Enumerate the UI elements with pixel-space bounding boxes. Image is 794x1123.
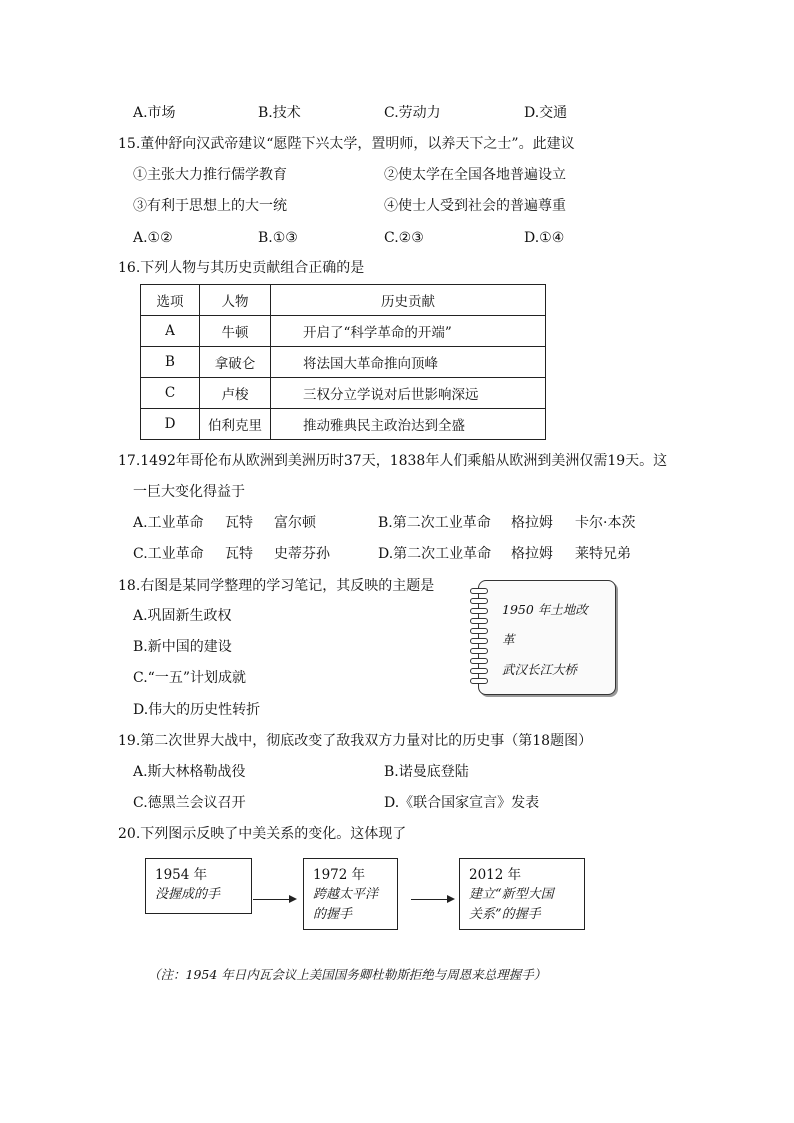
- cell-contribution: 开启了“科学革命的开端”: [271, 316, 546, 347]
- q19-option-a: A.斯大林格勒战役: [133, 764, 246, 780]
- q20-box-2012: [459, 858, 585, 930]
- notebook-line-2: 革: [502, 632, 515, 647]
- q14-option-a: A.市场: [133, 105, 176, 121]
- q18-stem: 18.右图是某同学整理的学习笔记，其反映的主题是: [118, 578, 435, 594]
- q17-option-b-inventor2: 卡尔·本茨: [575, 515, 636, 531]
- notebook-ring: [470, 678, 488, 684]
- box-year: 1972 年: [313, 867, 366, 883]
- cell-contribution: 推动雅典民主政治达到全盛: [271, 409, 546, 440]
- q17-option-c-inventor: 瓦特: [225, 546, 253, 562]
- q19-option-c: C.德黑兰会议召开: [133, 795, 246, 811]
- q19-option-d: D.《联合国家宣言》发表: [384, 795, 540, 811]
- q15-option-d: D.①④: [524, 230, 565, 246]
- q17-option-c-label: C.工业革命: [133, 546, 204, 562]
- q15-statement-4: ④使士人受到社会的普遍尊重: [384, 198, 566, 214]
- table-row: [141, 409, 546, 440]
- q18-notebook-figure: [470, 580, 616, 695]
- table-row: [141, 347, 546, 378]
- q17-option-d-inventor2: 莱特兄弟: [575, 546, 631, 562]
- notebook-ring: [470, 658, 488, 664]
- notebook-ring: [470, 668, 488, 674]
- q17-option-b-label: B.第二次工业革命: [378, 515, 491, 531]
- cell-option: D: [141, 409, 200, 440]
- notebook-ring: [470, 628, 488, 634]
- arrow-right-icon: [411, 899, 453, 900]
- q18-option-a: A.巩固新生政权: [133, 608, 232, 624]
- table-row: [141, 378, 546, 409]
- cell-contribution: 将法国大革命推向顶峰: [271, 347, 546, 378]
- cell-person: 伯利克里: [200, 409, 271, 440]
- q15-statement-1: ①主张大力推行儒学教育: [133, 167, 287, 183]
- q20-stem: 20.下列图示反映了中美关系的变化。这体现了: [118, 826, 407, 842]
- q17-option-a-label: A.工业革命: [133, 515, 204, 531]
- notebook-ring: [470, 648, 488, 654]
- q18-option-c: C.“一五”计划成就: [133, 670, 246, 686]
- q17-stem-line1: 17.1492年哥伦布从欧洲到美洲历时37天，1838年人们乘船从欧洲到美洲仅需19天。这: [118, 453, 668, 469]
- notebook-ring: [470, 618, 488, 624]
- q17-stem-line2: 一巨大变化得益于: [133, 484, 245, 500]
- q18-option-d: D.伟大的历史性转折: [133, 702, 261, 718]
- notebook-ring: [470, 608, 488, 614]
- q17-option-d-inventor: 格拉姆: [511, 546, 553, 562]
- box-year: 2012 年: [469, 867, 522, 883]
- q15-option-c: C.②③: [384, 230, 424, 246]
- q18-option-b: B.新中国的建设: [133, 639, 232, 655]
- box-caption: 的握手: [313, 907, 353, 922]
- cell-option: A: [141, 316, 200, 347]
- box-caption: 跨越太平洋: [313, 887, 379, 902]
- q16-stem: 16.下列人物与其历史贡献组合正确的是: [118, 260, 365, 276]
- table-header-row: [141, 285, 546, 316]
- notebook-ring: [470, 598, 488, 604]
- q14-option-c: C.劳动力: [384, 105, 441, 121]
- q14-option-b: B.技术: [258, 105, 301, 121]
- q16-table: [140, 284, 546, 440]
- q15-option-a: A.①②: [133, 230, 173, 246]
- notebook-line-3: 武汉长江大桥: [502, 662, 578, 677]
- box-caption: 没握成的手: [155, 887, 221, 902]
- cell-person: 卢梭: [200, 378, 271, 409]
- header-option: 选项: [141, 285, 200, 316]
- header-contribution: 历史贡献: [271, 285, 546, 316]
- table-row: [141, 316, 546, 347]
- q14-option-d: D.交通: [524, 105, 568, 121]
- notebook-ring: [470, 588, 488, 594]
- q19-option-b: B.诺曼底登陆: [384, 764, 469, 780]
- notebook-line-1: 1950 年土地改: [502, 602, 588, 617]
- cell-contribution: 三权分立学说对后世影响深远: [271, 378, 546, 409]
- q20-note: （注：1954 年日内瓦会议上美国国务卿杜勒斯拒绝与周恩来总理握手）: [148, 967, 547, 982]
- q15-statement-3: ③有利于思想上的大一统: [133, 198, 287, 214]
- q17-option-a-inventor: 瓦特: [225, 515, 253, 531]
- q15-statement-2: ②使太学在全国各地普遍设立: [384, 167, 566, 183]
- box-year: 1954 年: [155, 867, 208, 883]
- cell-person: 牛顿: [200, 316, 271, 347]
- q20-box-1954: [145, 858, 252, 914]
- header-person: 人物: [200, 285, 271, 316]
- q17-option-d-label: D.第二次工业革命: [378, 546, 492, 562]
- arrow-right-icon: [253, 899, 295, 900]
- q19-stem: 19.第二次世界大战中，彻底改变了敌我双方力量对比的历史事（第18题图）: [118, 733, 593, 749]
- q15-stem: 15.董仲舒向汉武帝建议“愿陛下兴太学，置明师，以养天下之士”。此建议: [118, 136, 575, 152]
- box-caption: 建立“新型大国: [469, 887, 554, 902]
- q20-box-1972: [303, 858, 398, 930]
- q17-option-a-inventor2: 富尔顿: [274, 515, 316, 531]
- cell-person: 拿破仑: [200, 347, 271, 378]
- q15-option-b: B.①③: [258, 230, 298, 246]
- q17-option-c-inventor2: 史蒂芬孙: [274, 546, 330, 562]
- cell-option: C: [141, 378, 200, 409]
- q17-option-b-inventor: 格拉姆: [511, 515, 553, 531]
- cell-option: B: [141, 347, 200, 378]
- box-caption: 关系”的握手: [469, 907, 541, 922]
- notebook-ring: [470, 638, 488, 644]
